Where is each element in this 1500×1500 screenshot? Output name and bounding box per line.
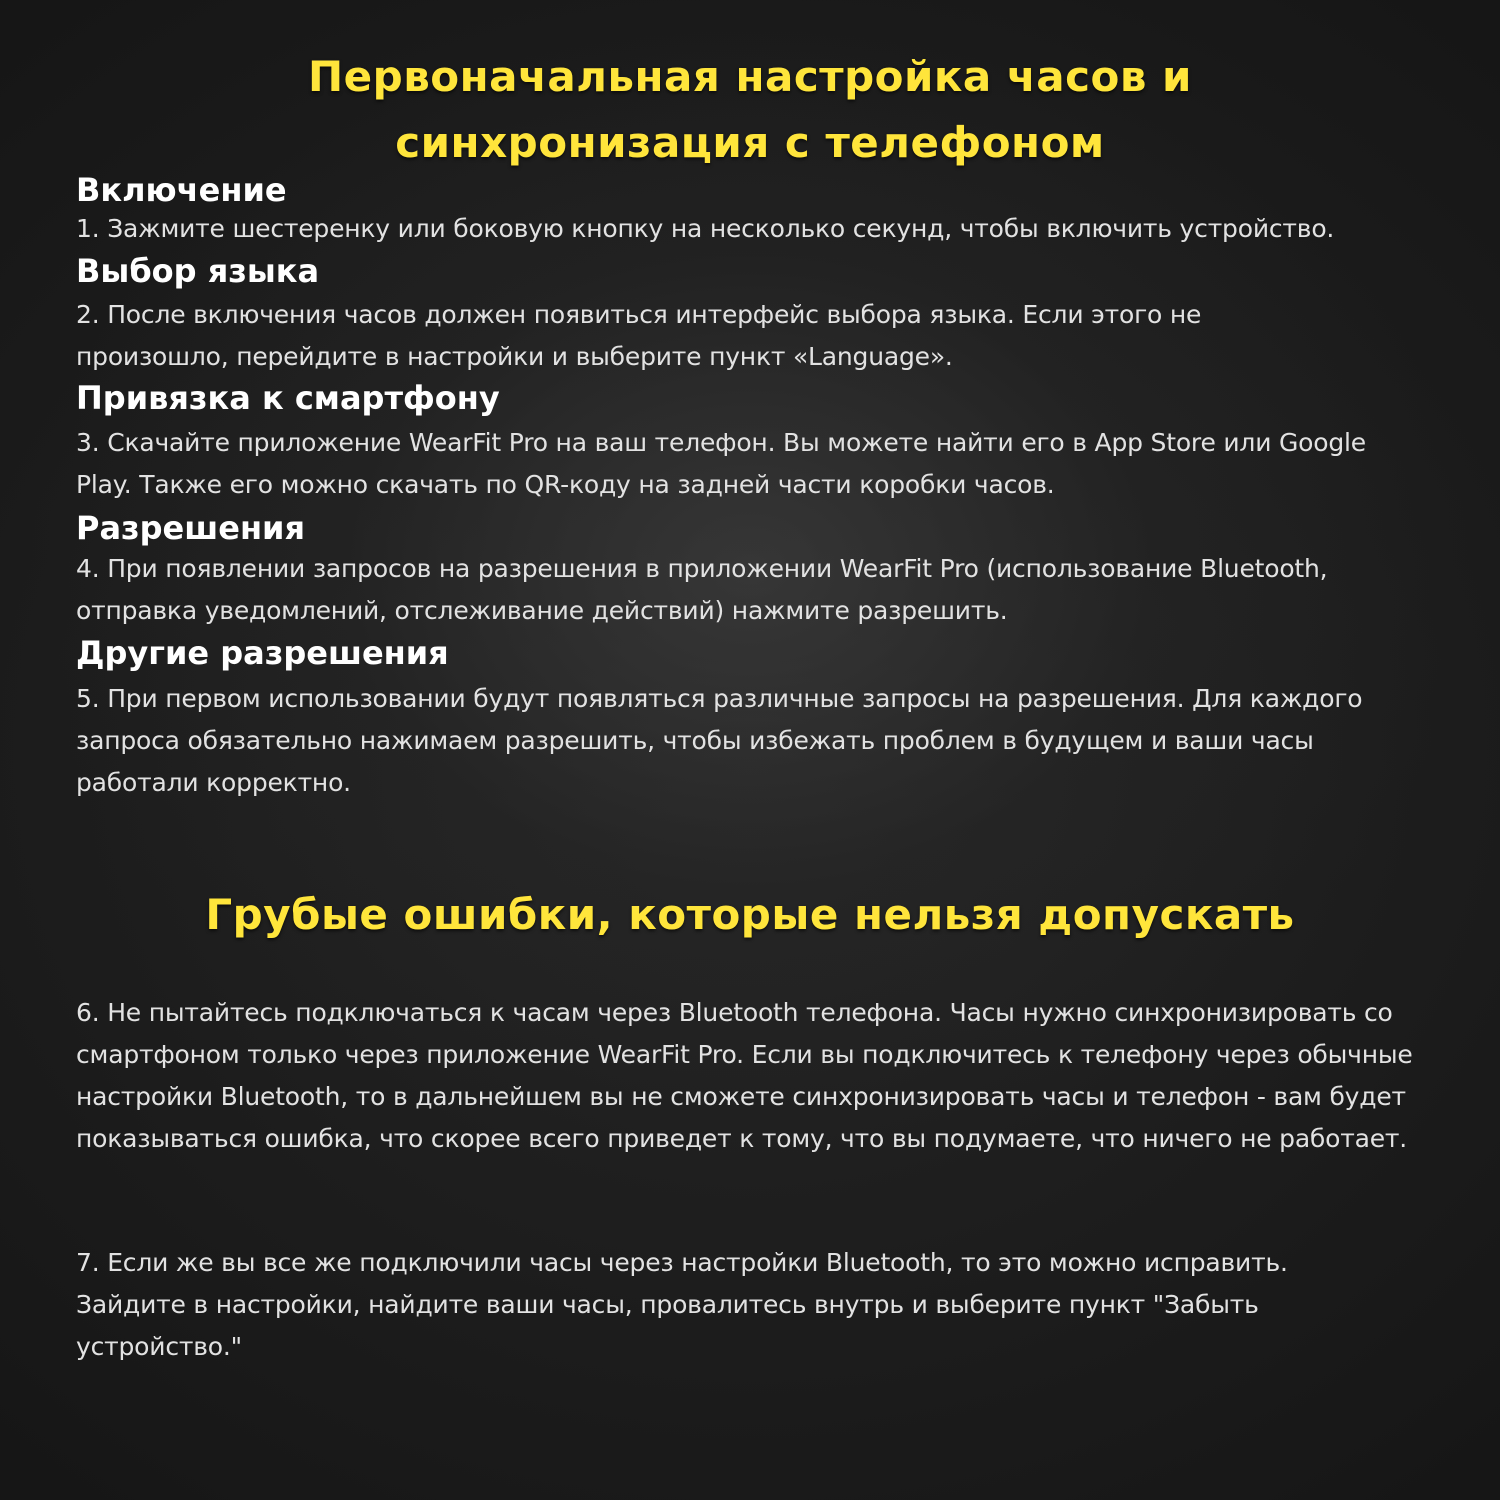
setup-heading (0, 44, 1500, 176)
section-text-other-permissions: 5. При первом использовании будут появляться различные запросы на разрешения. Для каждого запроса обязательно нажимаем разрешить, чтобы избежать проблем в будущем и ваши часы работали корректно. (76, 684, 1363, 797)
section-title-other-permissions: Другие разрешения (76, 634, 449, 672)
section-title-power-on: Включение (76, 171, 287, 209)
section-title-permissions: Разрешения (76, 509, 306, 547)
section-text-power-on: 1. Зажмите шестеренку или боковую кнопку на несколько секунд, чтобы включить устройство. (76, 214, 1335, 243)
setup-heading-line-1: Первоначальная настройка часов и (308, 52, 1192, 101)
error-text-forget-device: 7. Если же вы все же подключили часы через настройки Bluetooth, то это можно исправить. Зайдите в настройки, найдите ваши часы, провалитесь внутрь и выберите пункт "Забыть устройство." (76, 1248, 1288, 1361)
section-text-language: 2. После включения часов должен появиться интерфейс выбора языка. Если этого не произошло, перейдите в настройки и выберите пункт «Language». (76, 300, 1202, 371)
errors-heading: Грубые ошибки, которые нельзя допускать (205, 890, 1295, 939)
setup-heading-line-2: синхронизация с телефоном (395, 118, 1105, 167)
section-title-language: Выбор языка (76, 252, 320, 290)
section-text-permissions: 4. При появлении запросов на разрешения в приложении WearFit Pro (использование Bluetooth, отправка уведомлений, отслеживание действий) нажмите разрешить. (76, 554, 1328, 625)
section-text-pairing: 3. Скачайте приложение WearFit Pro на ваш телефон. Вы можете найти его в App Store или Google Play. Также его можно скачать по QR-коду на задней части коробки часов. (76, 428, 1366, 499)
section-title-pairing: Привязка к смартфону (76, 379, 500, 417)
error-text-bluetooth: 6. Не пытайтесь подключаться к часам через Bluetooth телефона. Часы нужно синхронизировать со смартфоном только через приложение WearFit Pro. Если вы подключитесь к телефону через обычные настройки Bluetooth, то в дальнейшем вы не сможете синхронизировать часы и телефон - вам будет показываться ошибка, что скорее всего приведет к тому, что вы подумаете, что ничего не работает. (76, 998, 1413, 1153)
